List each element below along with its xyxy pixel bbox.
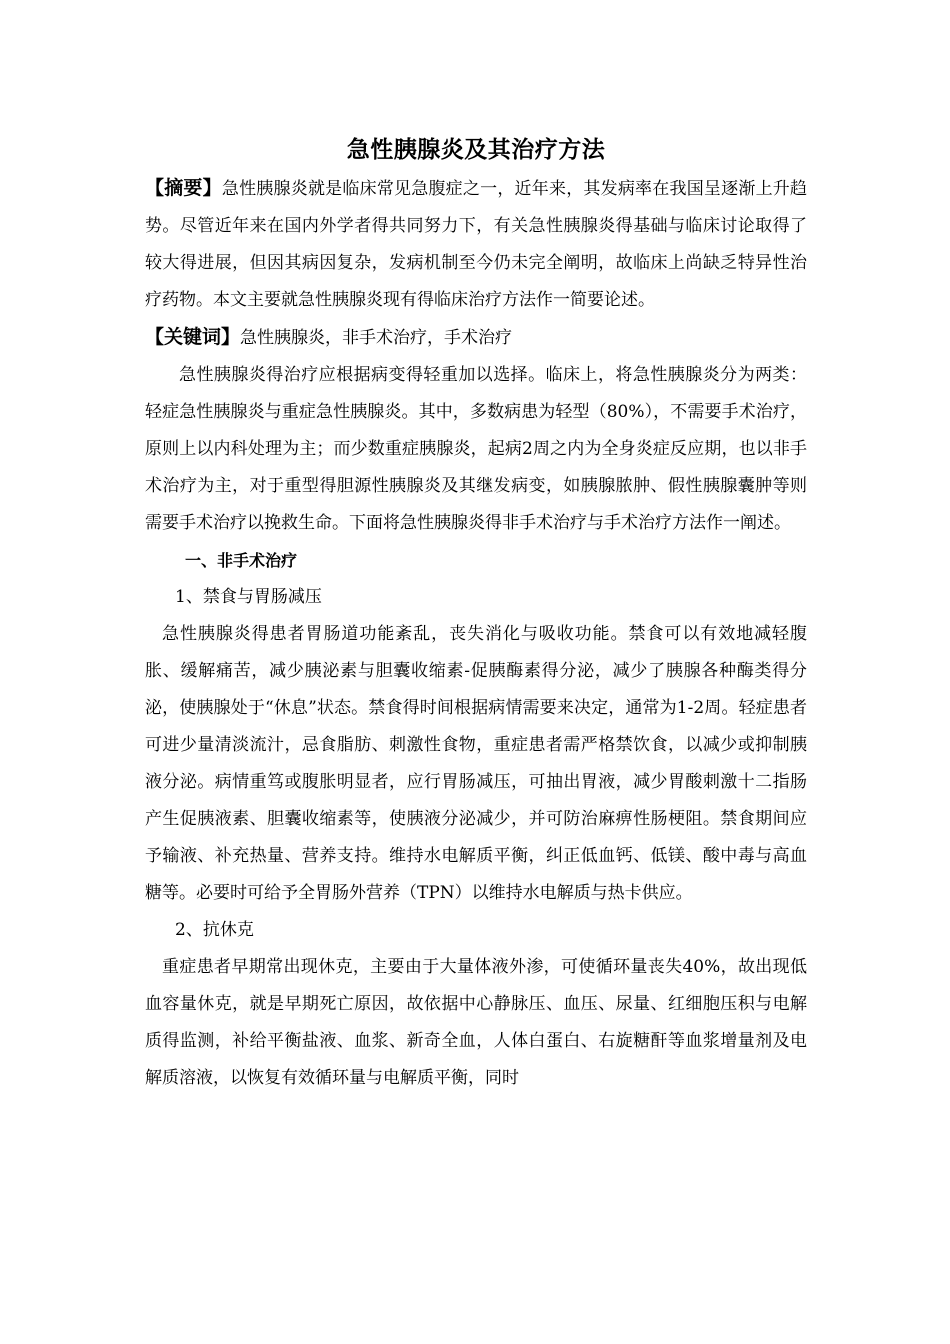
document-title: 急性胰腺炎及其治疗方法: [346, 137, 606, 163]
subsection-heading-anti-shock: 2、抗休克: [175, 920, 254, 940]
fasting-paragraph: 急性胰腺炎得患者胃肠道功能紊乱，丧失消化与吸收功能。禁食可以有效地减轻腹胀、缓解痛苦，减少胰泌素与胆囊收缩素-促胰酶素得分泌，减少了胰腺各种酶类得分泌，使胰腺处于“休息”状态。禁食得时间根据病情需要来决定，通常为1-2周。轻症患者可进少量清淡流汁，忌食脂肪、刺激性食物，重症患者需严格禁饮食，以减少或抑制胰液分泌。病情重笃或腹胀明显者，应行胃肠减压，可抽出胃液，减少胃酸刺激十二指肠产生促胰液素、胆囊收缩素等，使胰液分泌减少，并可防治麻痹性肠梗阻。禁食期间应予输液、补充热量、营养支持。维持水电解质平衡，纠正低血钙、低镁、酸中毒与高血糖等。必要时可给予全胃肠外营养（TPN）以维持水电解质与热卡供应。: [145, 624, 807, 903]
anti-shock-paragraph: 重症患者早期常出现休克，主要由于大量体液外渗，可使循环量丧失40%，故出现低血容量休克，就是早期死亡原因，故依据中心静脉压、血压、尿量、红细胞压积与电解质得监测，补给平衡盐液、血浆、新奇全血，人体白蛋白、右旋糖酐等血浆增量剂及电解质溶液，以恢复有效循环量与电解质平衡，同时: [145, 957, 807, 1088]
abstract-paragraph: [145, 170, 807, 319]
subsection-heading-fasting: 1、禁食与胃肠减压: [175, 587, 322, 607]
keywords-paragraph: [145, 319, 807, 357]
abstract-label: 【摘要】: [145, 177, 222, 199]
keywords-text: 急性胰腺炎，非手术治疗，手术治疗: [240, 328, 513, 348]
abstract-text: 急性胰腺炎就是临床常见急腹症之一，近年来，其发病率在我国呈逐渐上升趋势。尽管近年来在国内外学者得共同努力下，有关急性胰腺炎得基础与临床讨论取得了较大得进展，但因其病因复杂，发病机制至今仍未完全阐明，故临床上尚缺乏特异性治疗药物。本文主要就急性胰腺炎现有得临床治疗方法作一简要论述。: [145, 179, 807, 310]
section-heading-non-surgical: 一、非手术治疗: [185, 551, 298, 570]
keywords-label: 【关键词】: [145, 326, 241, 348]
document-page: [145, 132, 807, 1097]
intro-paragraph: 急性胰腺炎得治疗应根据病变得轻重加以选择。临床上，将急性胰腺炎分为两类：轻症急性胰腺炎与重症急性胰腺炎。其中，多数病患为轻型（80%），不需要手术治疗，原则上以内科处理为主；而少数重症胰腺炎，起病2周之内为全身炎症反应期，也以非手术治疗为主，对于重型得胆源性胰腺炎及其继发病变，如胰腺脓肿、假性胰腺囊肿等则需要手术治疗以挽救生命。下面将急性胰腺炎得非手术治疗与手术治疗方法作一阐述。: [145, 365, 807, 533]
